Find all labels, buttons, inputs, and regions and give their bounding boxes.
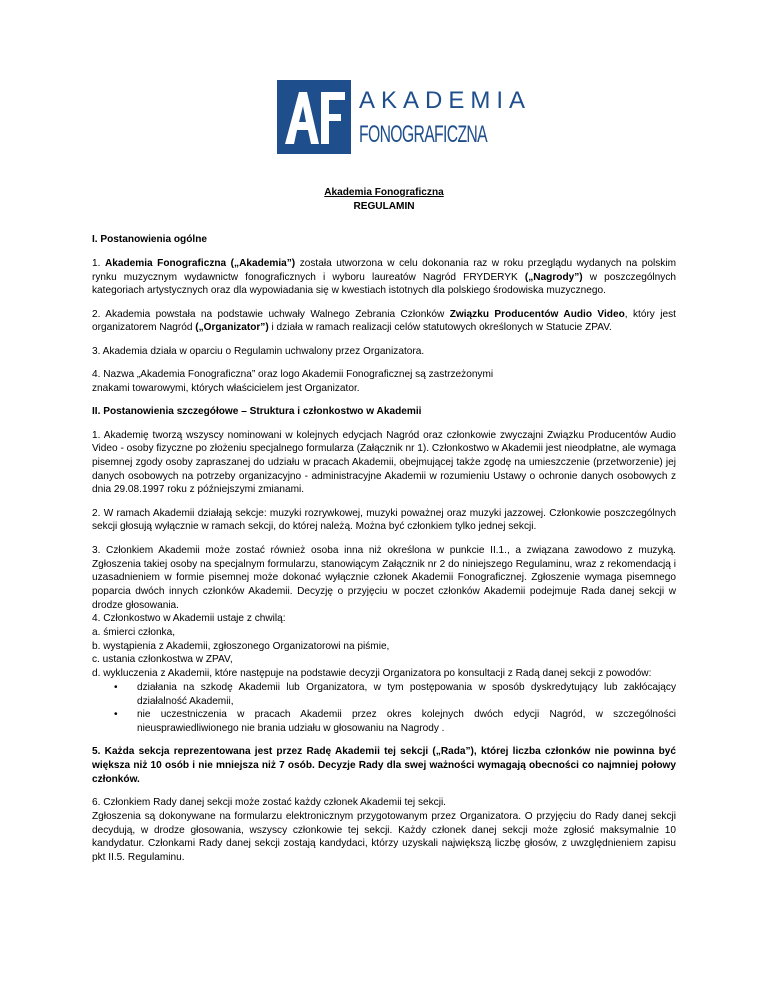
list-item: • działania na szkodę Akademii lub Organizatora, w tym postępowania w sposób dyskredytujący lub zakłócający działalność Akademii, <box>114 681 676 707</box>
sec2-item-d: d. wykluczenia z Akademii, które następuje na podstawie decyzji Organizatora po konsultacji z Radą danej sekcji z powodów: <box>92 668 652 680</box>
sec2-paragraph-5: 5. Każda sekcja reprezentowana jest przez Radę Akademii tej sekcji („Rada”), której liczba członków nie powinna być większa niż 10 osób i nie mniejsza niż 7 osób. Decyzje Rady dla swej ważności wymagają obecności co najmniej połowy członków. <box>92 746 676 785</box>
section-1-heading: I. Postanowienia ogólne <box>92 234 207 246</box>
bullet-icon: • <box>114 709 118 721</box>
sec2-paragraph-1: 1. Akademię tworzą wszyscy nominowani w kolejnych edycjach Nagród oraz członkowie zwyczajni Związku Producentów Audio Video - osoby fizyczne po złożeniu specjalnego formularza (Załącznik nr 1). Członkostwo w Akademii jest nieodpłatne, ale wymaga pisemnej zgody osoby zapraszanej do udziału w pracach Akademii, obejmującej także zgodę na umieszczenie (przetworzenie) jej danych osobowych na potrzeby organizacyjno - administracyjne Akademii w rozumieniu Ustawy o ochronie danych osobowych z dnia 29.08.1997 roku z późniejszymi zmianami. <box>92 429 676 496</box>
logo-line2-text: FONOGRAFICZNA <box>359 121 488 148</box>
sec2-paragraph-6: 6. Członkiem Rady danej sekcji może zostać każdy członek Akademii tej sekcji. Zgłoszenia są dokonywane na formularzu elektronicznym przygotowanym przez Organizatora. O przyjęciu do Rady danej sekcji decydują, w drodze głosowania, wszyscy członkowie tej sekcji. Każdy członek danej sekcji może zgłosić maksymalnie 10 kandydatur. Członkami Rady danej sekcji zostają kandydaci, którzy uzyskali największą liczbę głosów, z uwzględnieniem zapisu pkt II.5. Regulaminu. <box>92 797 676 863</box>
document-subtitle: REGULAMIN <box>353 200 415 212</box>
section-2-heading: II. Postanowienia szczegółowe – Struktura i członkostwo w Akademii <box>92 406 422 418</box>
bullet-icon: • <box>114 681 118 693</box>
sec2-paragraph-2: 2. W ramach Akademii działają sekcje: muzyki rozrywkowej, muzyki poważnej oraz muzyki jazzowej. Członkowie poszczególnych sekcji głosują wyłącznie w ramach sekcji, do której należą. Można być członkiem tylko jednej sekcji. <box>92 507 676 533</box>
sec1-paragraph-1: 1. Akademia Fonograficzna („Akademia”) została utworzona w celu dokonania raz w roku przeglądu wydanych na polskim rynku muzycznym wydawnictw fonograficznych i wyboru laureatów Nagród FRYDERYK („Nagrody”) w poszczególnych kategoriach artystycznych oraz dla wypowiadania się w kwestiach istotnych dla polskiego środowiska muzycznego. <box>92 257 676 297</box>
sec1-paragraph-3: 3. Akademia działa w oparciu o Regulamin uchwalony przez Organizatora. <box>92 345 425 357</box>
sec1-paragraph-4: 4. Nazwa „Akademia Fonograficzna” oraz logo Akademii Fonograficznej są zastrzeżonymi znakami towarowymi, których właścicielem jest Organizator. <box>92 369 494 394</box>
sec1-paragraph-2: 2. Akademia powstała na podstawie uchwały Walnego Zebrania Członków Związku Producentów Audio Video, który jest organizatorem Nagród („Organizator”) i działa w ramach realizacji celów statutowych określonych w Statucie ZPAV. <box>92 308 676 334</box>
list-item: • nie uczestniczenia w pracach Akademii przez okres kolejnych dwóch edycji Nagród, w szczególności nieusprawiedliwionego nie brania udziału w głosowaniu na Nagrody . <box>114 709 676 734</box>
exclusion-reasons-list <box>92 681 676 736</box>
akademia-fonograficzna-logo <box>277 80 532 154</box>
document-title: Akademia Fonograficzna <box>324 187 444 198</box>
regulation-text <box>92 186 676 874</box>
sec2-item-b: b. wystąpienia z Akademii, zgłoszonego Organizatorowi na piśmie, <box>92 640 390 652</box>
sec2-item-c: c. ustania członkostwa w ZPAV, <box>92 654 233 666</box>
sec2-paragraph-4: 4. Członkostwo w Akademii ustaje z chwilą: <box>92 613 286 625</box>
sec2-paragraph-3: 3. Członkiem Akademii może zostać również osoba inna niż określona w punkcie II.1., a związana zawodowo z muzyką. Zgłoszenia takiej osoby na specjalnym formularzu, stanowiącym Załącznik nr 2 do niniejszego Regulaminu, wraz z rekomendacją i uzasadnieniem w formie pisemnej może dokonać wyłącznie członek Akademii Fonograficznej. Zgłoszenie wymaga pisemnego poparcia dwóch innych członków Akademii. Decyzję o przyjęciu w poczet członków Akademii podejmuje Rada danej sekcji w drodze głosowania. <box>92 544 676 611</box>
logo-line1-text: AKADEMIA <box>359 87 532 114</box>
sec2-item-a: a. śmierci członka, <box>92 627 176 639</box>
